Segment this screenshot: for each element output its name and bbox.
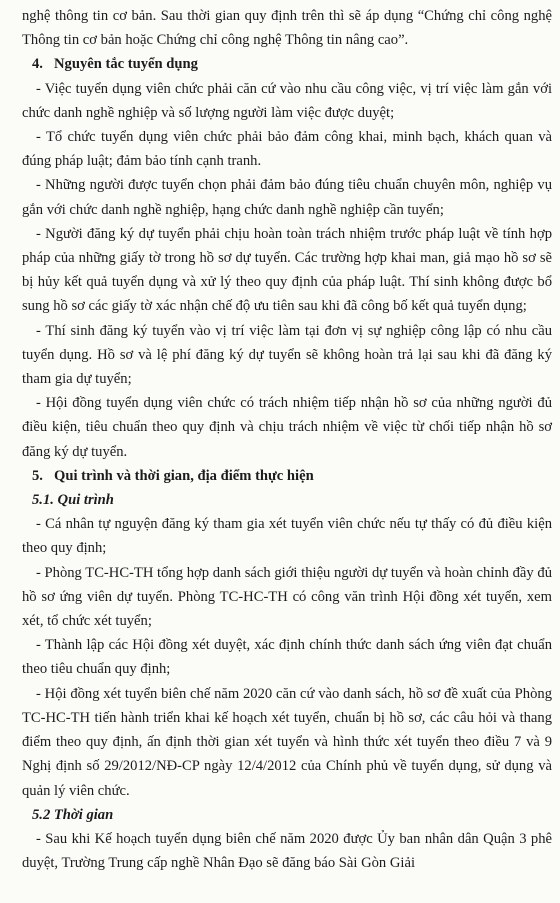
section-number-4: 4. <box>32 56 43 73</box>
list-item: - Phòng TC-HC-TH tổng hợp danh sách giới thiệu người dự tuyển và hoàn chỉnh đầy đủ hồ sơ ứng viên dự tuyển. Phòng TC-HC-TH có công văn trình Hội đồng xét tuyển, xem xét, tổ chức xét tuyển; <box>22 564 552 630</box>
list-item: - Việc tuyển dụng viên chức phải căn cứ vào nhu cầu công việc, vị trí việc làm gắn với chức danh nghề nghiệp và số lượng người làm việc được duyệt; <box>22 80 552 121</box>
list-item: - Cá nhân tự nguyện đăng ký tham gia xét tuyển viên chức nếu tự thấy có đủ điều kiện theo quy định; <box>22 516 552 557</box>
subsection-heading-5-2: 5.2 Thời gian <box>32 806 114 823</box>
subsection-heading-5-1: 5.1. Qui trình <box>32 492 114 509</box>
section-number-5: 5. <box>32 467 43 484</box>
section-heading-4 <box>22 52 552 76</box>
list-item: - Hội đồng xét tuyển biên chế năm 2020 căn cứ vào danh sách, hồ sơ đề xuất của Phòng TC-HC-TH tiến hành triển khai kế hoạch xét tuyển, chuẩn bị hồ sơ, các câu hỏi và thang điểm theo quy định, ấn định thời gian xét tuyển và hình thức xét tuyển theo điều 7 và 9 Nghị định số 29/2012/NĐ-CP ngày 12/4/2012 của Chính phủ về tuyển dụng, sử dụng và quản lý viên chức. <box>22 685 552 799</box>
list-item: - Những người được tuyển chọn phải đảm bảo đúng tiêu chuẩn chuyên môn, nghiệp vụ gắn với chức danh nghề nghiệp, hạng chức danh nghề nghiệp cần tuyển; <box>22 177 552 218</box>
list-item: - Sau khi Kế hoạch tuyển dụng biên chế năm 2020 được Ủy ban nhân dân Quận 3 phê duyệt, Trường Trung cấp nghề Nhân Đạo sẽ đăng báo Sài Gòn Giải <box>22 830 552 872</box>
list-item: - Thành lập các Hội đồng xét duyệt, xác định chính thức danh sách ứng viên đạt chuẩn theo tiêu chuẩn quy định; <box>22 637 552 678</box>
section-title-5: Qui trình và thời gian, địa điểm thực hiện <box>54 467 314 484</box>
section-title-4: Nguyên tắc tuyển dụng <box>54 56 198 73</box>
list-item: - Người đăng ký dự tuyển phải chịu hoàn toàn trách nhiệm trước pháp luật về tính hợp pháp của những giấy tờ trong hồ sơ dự tuyển. Các trường hợp khai man, giả mạo hồ sơ sẽ bị hủy kết quả tuyển dụng và xử lý theo quy định của pháp luật. Thí sinh không được bổ sung hồ sơ các giấy tờ xác nhận chế độ ưu tiên sau khi đã công bố kết quả tuyển dụng; <box>22 225 552 315</box>
list-item: - Tổ chức tuyển dụng viên chức phải bảo đảm công khai, minh bạch, khách quan và đúng pháp luật; đảm bảo tính cạnh tranh. <box>22 129 552 170</box>
list-item: - Thí sinh đăng ký tuyển vào vị trí việc làm tại đơn vị sự nghiệp công lập có nhu cầu tuyển dụng. Hồ sơ và lệ phí đăng ký dự tuyển sẽ không hoàn trả lại sau khi đã đăng ký tham gia dự tuyển; <box>22 322 552 388</box>
list-item: - Hội đồng tuyển dụng viên chức có trách nhiệm tiếp nhận hồ sơ của những người đủ điều kiện, tiêu chuẩn theo quy định và chịu trách nhiệm về việc từ chối tiếp nhận hồ sơ đăng ký dự tuyển. <box>22 395 552 460</box>
section-heading-5 <box>22 464 552 488</box>
paragraph-continuation: nghệ thông tin cơ bản. Sau thời gian quy định trên thì sẽ áp dụng “Chứng chỉ công nghệ Thông tin cơ bản hoặc Chứng chỉ công nghệ Thông tin nâng cao”. <box>22 8 552 49</box>
